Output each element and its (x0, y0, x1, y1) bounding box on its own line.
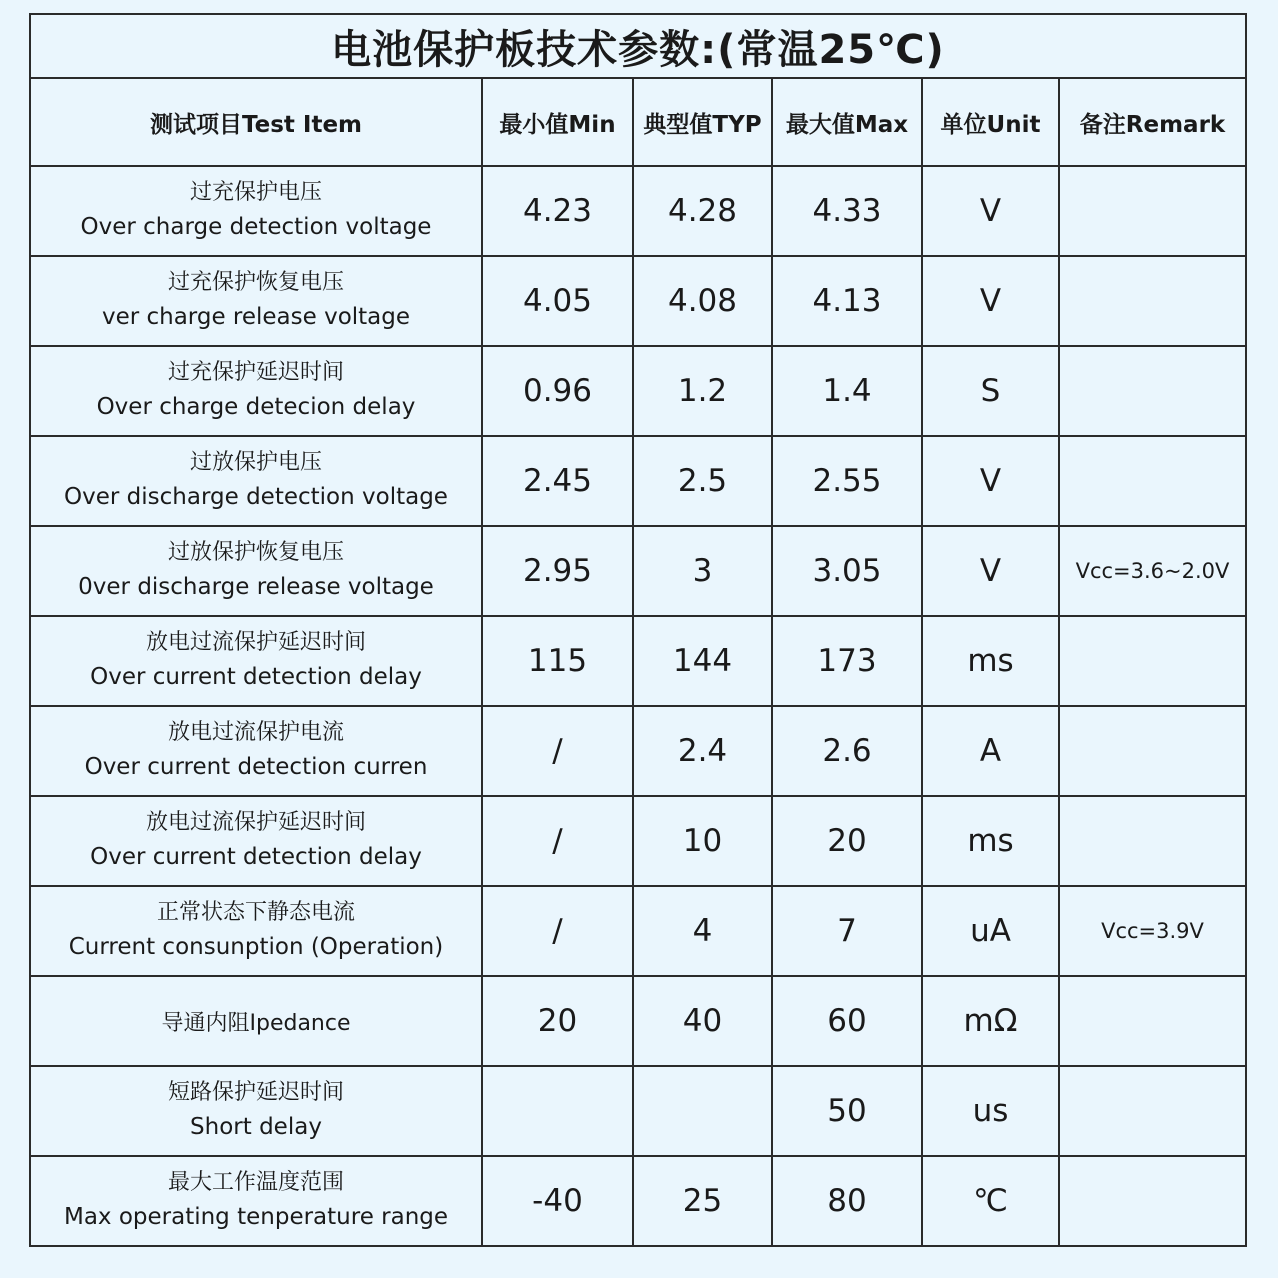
min-value: 4.05 (482, 256, 633, 346)
header-typ: 典型值TYP (633, 78, 772, 166)
typ-value: 1.2 (633, 346, 772, 436)
test-item-chinese: 短路保护延迟时间 (167, 1080, 344, 1105)
test-item-cell (30, 526, 482, 616)
remark-value (1059, 706, 1246, 796)
test-item-cell (30, 706, 482, 796)
min-value: / (482, 796, 633, 886)
test-item-english: ver charge release voltage (101, 304, 411, 330)
min-value: 115 (482, 616, 633, 706)
test-item-chinese: 放电过流保护延迟时间 (145, 810, 366, 835)
test-item-chinese: 过充保护延迟时间 (167, 360, 344, 385)
test-item-cell (30, 796, 482, 886)
typ-value: 4.08 (633, 256, 772, 346)
table-row (30, 796, 1246, 886)
unit-value: uA (922, 886, 1059, 976)
remark-value (1059, 796, 1246, 886)
remark-value: Vcc=3.6~2.0V (1059, 526, 1246, 616)
test-item-cell (30, 166, 482, 256)
min-value: -40 (482, 1156, 633, 1246)
test-item-cell (30, 1066, 482, 1156)
test-item-chinese: 放电过流保护电流 (167, 720, 344, 745)
typ-value: 10 (633, 796, 772, 886)
remark-value (1059, 1066, 1246, 1156)
test-item-english: Over charge detection voltage (80, 214, 432, 240)
test-item-chinese: 过充保护电压 (189, 180, 322, 205)
table-row (30, 166, 1246, 256)
test-item-english: Over current detection delay (90, 844, 422, 870)
test-item-cell (30, 616, 482, 706)
max-value: 60 (772, 976, 922, 1066)
table-row (30, 706, 1246, 796)
max-value: 20 (772, 796, 922, 886)
unit-value: mΩ (922, 976, 1059, 1066)
test-item-chinese: 过放保护电压 (189, 450, 322, 475)
remark-value (1059, 166, 1246, 256)
min-value: / (482, 706, 633, 796)
header-max: 最大值Max (772, 78, 922, 166)
test-item-english: Max operating tenperature range (63, 1204, 449, 1230)
max-value: 4.33 (772, 166, 922, 256)
typ-value: 4.28 (633, 166, 772, 256)
test-item-cell (30, 976, 482, 1066)
unit-value: us (922, 1066, 1059, 1156)
typ-value: 2.5 (633, 436, 772, 526)
title-row (30, 14, 1246, 78)
test-item-chinese: 放电过流保护延迟时间 (145, 630, 366, 655)
min-value: 4.23 (482, 166, 633, 256)
remark-value (1059, 346, 1246, 436)
header-min: 最小值Min (482, 78, 633, 166)
remark-value (1059, 256, 1246, 346)
table-row (30, 886, 1246, 976)
header-row (30, 78, 1246, 166)
min-value: 20 (482, 976, 633, 1066)
typ-value: 144 (633, 616, 772, 706)
test-item-chinese: 过充保护恢复电压 (167, 270, 344, 295)
table-title: 电池保护板技术参数:(常温25℃) (30, 14, 1246, 78)
typ-value (633, 1066, 772, 1156)
spec-sheet (29, 13, 1245, 1247)
unit-value: ms (922, 616, 1059, 706)
table-row (30, 526, 1246, 616)
max-value: 2.6 (772, 706, 922, 796)
header-test-item: 测试项目Test Item (30, 78, 482, 166)
typ-value: 2.4 (633, 706, 772, 796)
max-value: 7 (772, 886, 922, 976)
test-item-cell (30, 436, 482, 526)
test-item-cell (30, 886, 482, 976)
spec-table (29, 13, 1247, 1247)
test-item-chinese: 正常状态下静态电流 (156, 900, 355, 925)
table-row (30, 346, 1246, 436)
table-row (30, 256, 1246, 346)
max-value: 3.05 (772, 526, 922, 616)
remark-value (1059, 616, 1246, 706)
typ-value: 4 (633, 886, 772, 976)
table-row (30, 616, 1246, 706)
test-item-cell (30, 1156, 482, 1246)
max-value: 80 (772, 1156, 922, 1246)
unit-value: S (922, 346, 1059, 436)
remark-value (1059, 1156, 1246, 1246)
test-item-english: Over current detection delay (90, 664, 422, 690)
max-value: 2.55 (772, 436, 922, 526)
table-row (30, 1156, 1246, 1246)
max-value: 173 (772, 616, 922, 706)
unit-value: V (922, 526, 1059, 616)
test-item-english: Current consunption (Operation) (68, 934, 444, 960)
test-item-chinese: 导通内阻Ipedance (161, 1010, 351, 1036)
remark-value (1059, 436, 1246, 526)
test-item-chinese: 最大工作温度范围 (167, 1170, 344, 1195)
min-value: / (482, 886, 633, 976)
test-item-english: Short delay (190, 1114, 322, 1140)
test-item-english: Over charge detecion delay (96, 394, 416, 420)
max-value: 50 (772, 1066, 922, 1156)
table-row (30, 976, 1246, 1066)
test-item-english: 0ver discharge release voltage (78, 574, 434, 600)
test-item-cell (30, 346, 482, 436)
min-value: 2.95 (482, 526, 633, 616)
min-value: 0.96 (482, 346, 633, 436)
test-item-english: Over discharge detection voltage (64, 484, 448, 510)
typ-value: 25 (633, 1156, 772, 1246)
max-value: 4.13 (772, 256, 922, 346)
typ-value: 3 (633, 526, 772, 616)
remark-value (1059, 976, 1246, 1066)
remark-value: Vcc=3.9V (1059, 886, 1246, 976)
unit-value: V (922, 436, 1059, 526)
max-value: 1.4 (772, 346, 922, 436)
table-row (30, 1066, 1246, 1156)
unit-value: V (922, 166, 1059, 256)
test-item-english: Over current detection curren (84, 754, 428, 780)
table-row (30, 436, 1246, 526)
unit-value: ℃ (922, 1156, 1059, 1246)
header-unit: 单位Unit (922, 78, 1059, 166)
header-remark: 备注Remark (1059, 78, 1246, 166)
unit-value: A (922, 706, 1059, 796)
min-value (482, 1066, 633, 1156)
test-item-chinese: 过放保护恢复电压 (167, 540, 344, 565)
unit-value: ms (922, 796, 1059, 886)
typ-value: 40 (633, 976, 772, 1066)
min-value: 2.45 (482, 436, 633, 526)
test-item-cell (30, 256, 482, 346)
unit-value: V (922, 256, 1059, 346)
